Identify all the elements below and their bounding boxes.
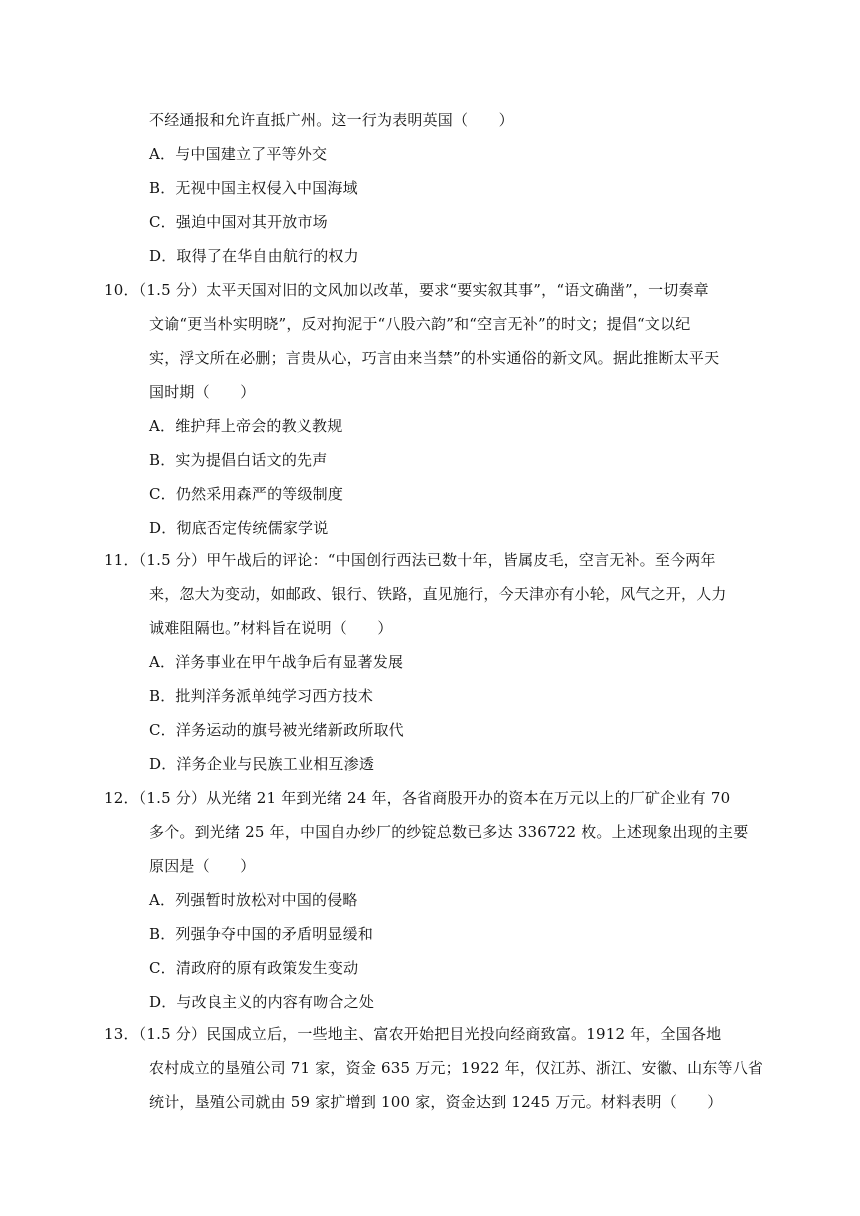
q10-stem-line-2: 文谕“更当朴实明晓”，反对拘泥于“八股六韵”和“空言无补”的时文；提倡“文以纪 bbox=[149, 315, 691, 333]
q12-stem-line-1: 12．（1.5 分）从光绪 21 年到光绪 24 年，各省商股开办的资本在万元以上的厂矿企业有 70 bbox=[104, 789, 731, 807]
q9-stem-tail: 不经通报和允许直抵广州。这一行为表明英国（ ） bbox=[149, 111, 514, 129]
q11-option-d: D．洋务企业与民族工业相互渗透 bbox=[149, 755, 375, 773]
q12-option-b: B．列强争夺中国的矛盾明显缓和 bbox=[149, 925, 374, 943]
q12-option-d: D．与改良主义的内容有吻合之处 bbox=[149, 993, 375, 1011]
q10-stem-line-3: 实，浮文所在必删；言贵从心，巧言由来当禁”的朴实通俗的新文风。据此推断太平天 bbox=[149, 349, 720, 367]
q13-stem-line-3: 统计，垦殖公司就由 59 家扩增到 100 家，资金达到 1245 万元。材料表明（ ） bbox=[149, 1093, 723, 1111]
q9-option-c: C．强迫中国对其开放市场 bbox=[149, 213, 328, 231]
q9-option-d: D．取得了在华自由航行的权力 bbox=[149, 247, 359, 265]
q9-option-a: A．与中国建立了平等外交 bbox=[149, 145, 328, 163]
q11-stem-line-2: 来，忽大为变动，如邮政、银行、铁路，直见施行，今天津亦有小轮，风气之开，人力 bbox=[149, 585, 727, 603]
q10-option-c: C．仍然采用森严的等级制度 bbox=[149, 485, 344, 503]
q10-stem-line-1: 10．（1.5 分）太平天国对旧的文风加以改革，要求“要实叙其事”，“语文确凿”，一切奏章 bbox=[104, 281, 709, 299]
q12-option-c: C．清政府的原有政策发生变动 bbox=[149, 959, 359, 977]
q11-option-a: A．洋务事业在甲午战争后有显著发展 bbox=[149, 653, 404, 671]
q10-option-a: A．维护拜上帝会的教义教规 bbox=[149, 417, 343, 435]
q11-option-c: C．洋务运动的旗号被光绪新政所取代 bbox=[149, 721, 404, 739]
q10-option-d: D．彻底否定传统儒家学说 bbox=[149, 519, 329, 537]
q13-stem-line-1: 13．（1.5 分）民国成立后，一些地主、富农开始把目光投向经商致富。1912 年，全国各地 bbox=[104, 1025, 722, 1043]
q9-option-b: B．无视中国主权侵入中国海域 bbox=[149, 179, 358, 197]
q13-stem-line-2: 农村成立的垦殖公司 71 家，资金 635 万元；1922 年，仅江苏、浙江、安徽、山东等八省 bbox=[149, 1059, 764, 1077]
q12-stem-line-2: 多个。到光绪 25 年，中国自办纱厂的纱锭总数已多达 336722 枚。上述现象出现的主要 bbox=[149, 823, 749, 841]
q11-stem-line-1: 11．（1.5 分）甲午战后的评论：“中国创行西法已数十年，皆属皮毛，空言无补。至今两年 bbox=[104, 551, 716, 569]
q11-stem-line-3: 诚难阻隔也。”材料旨在说明（ ） bbox=[149, 619, 393, 637]
q12-option-a: A．列强暂时放松对中国的侵略 bbox=[149, 891, 358, 909]
q12-stem-line-3: 原因是（ ） bbox=[149, 857, 256, 875]
q10-option-b: B．实为提倡白话文的先声 bbox=[149, 451, 328, 469]
q11-option-b: B．批判洋务派单纯学习西方技术 bbox=[149, 687, 374, 705]
q10-stem-line-4: 国时期（ ） bbox=[149, 383, 256, 401]
